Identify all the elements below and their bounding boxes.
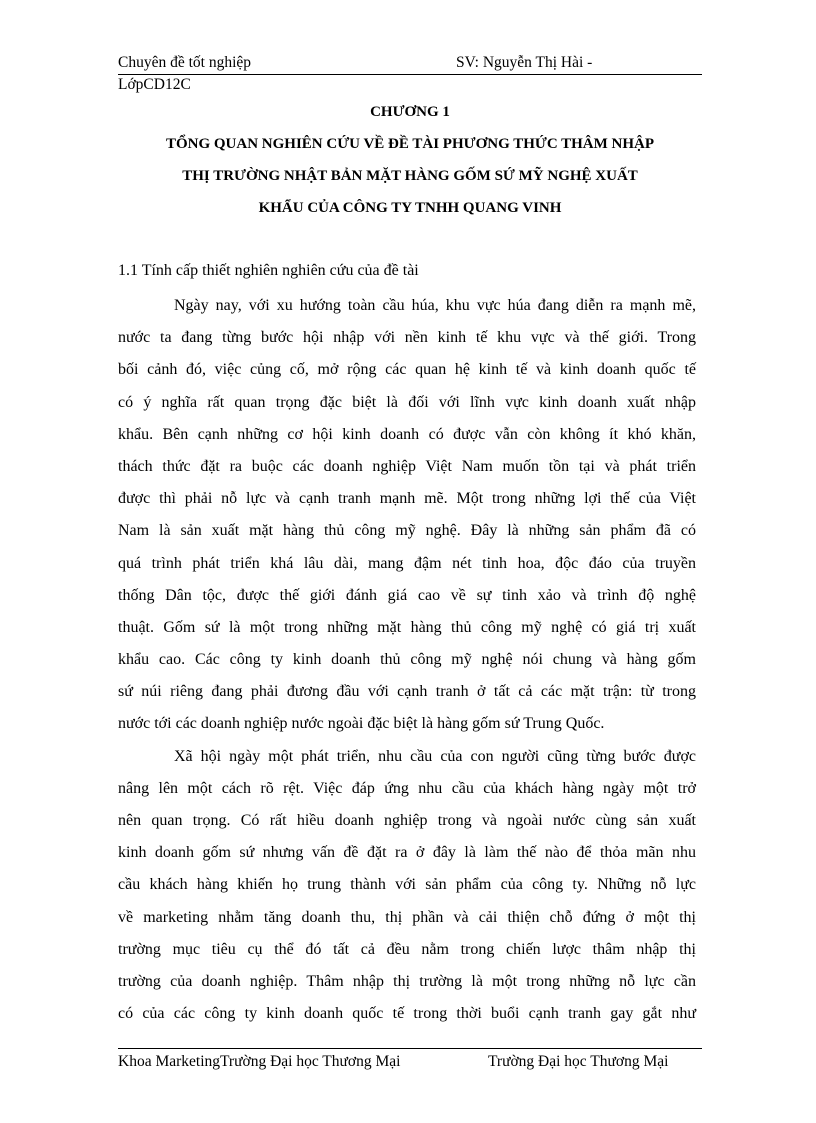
paragraph-line: Ngày nay, với xu hướng toàn cầu húa, khu vực húa đang diễn ra mạnh mẽ, [174,297,696,314]
body-text [118,290,696,1030]
paragraph-line: thách thức đặt ra buộc các doanh nghiệp Việt Nam muốn tồn tại và phát triển [118,457,696,475]
chapter-label: CHƯƠNG 1 [370,104,450,120]
paragraph-line: kinh doanh gốm sứ nhưng vấn đề đặt ra ở đây là làm thế nào để thỏa mãn nhu [118,844,696,862]
paragraph-line: nước tới các doanh nghiệp nước ngoài đặc biệt là hàng gốm sứ Trung Quốc. [118,715,605,733]
paragraph-line: được thì phải nỗ lực và cạnh tranh mạnh mẽ. Một trong những lợi thế của Việt [118,490,696,508]
paragraph-2 [118,741,696,1031]
page-footer [118,1048,702,1075]
paragraph-line: cầu khách hàng khiến họ trung thành với sản phẩm của công ty. Những nỗ lực [118,876,696,894]
header-student-name: SV: Nguyễn Thị Hài - [456,54,593,71]
paragraph-line: thuật. Gốm sứ là một trong những mặt hàng thủ công mỹ nghệ có giá trị xuất [118,618,696,636]
paragraph-line: Xã hội ngày một phát triển, nhu cầu của con người cũng từng bước được [174,747,696,765]
paragraph-line: khẩu. Bên cạnh những cơ hội kinh doanh có được vẫn còn không ít khó khăn, [118,425,696,443]
paragraph-line: trường mục tiêu cụ thể đó tất cả đều nằm trong chiến lược thâm nhập thị [118,940,696,958]
section-heading: 1.1 Tính cấp thiết nghiên nghiên cứu của đề tài [118,262,419,279]
paragraph-line: có của các công ty kinh doanh quốc tế trong thời buổi cạnh tranh gay gắt như [118,1005,696,1023]
paragraph-line: về marketing nhằm tăng doanh thu, thị phần và cải thiện chỗ đứng ở một thị [118,908,696,926]
paragraph-line: có ý nghĩa rất quan trọng đặc biệt là đối với lĩnh vực kinh doanh xuất nhập [118,393,696,411]
paragraph-1 [118,290,696,741]
page-header [118,52,702,75]
header-document-type: Chuyên đề tốt nghiệp [118,54,252,71]
paragraph-line: trường của doanh nghiệp. Thâm nhập thị trường là một trong những nỗ lực cần [118,972,696,990]
chapter-title-line-2: THỊ TRƯỜNG NHẬT BẢN MẶT HÀNG GỐM SỨ MỸ NGHỆ XUẤT [182,168,638,184]
paragraph-line: sứ núi riêng đang phải đương đầu với cạnh tranh ở tất cả các mặt trận: từ trong [118,683,696,701]
paragraph-line: khẩu cao. Các công ty kinh doanh thủ công mỹ nghệ nói chung và hàng gốm [118,651,696,669]
paragraph-line: nên quan trọng. Có rất hiều doanh nghiệp trong và ngoài nước cùng sản xuất [118,812,696,829]
paragraph-line: nâng lên một cách rõ rệt. Việc đáp ứng nhu cầu của khách hàng ngày một trở [118,779,696,797]
paragraph-line: nước ta đang từng bước hội nhập với nền kinh tế khu vực và thế giới. Trong [118,329,696,347]
paragraph-line: bối cảnh đó, việc củng cố, mở rộng các quan hệ kinh tế và kinh doanh quốc tế [118,361,696,379]
footer-faculty: Khoa MarketingTrường Đại học Thương Mại [118,1053,401,1070]
chapter-title-line-1: TỔNG QUAN NGHIÊN CỨU VỀ ĐỀ TÀI PHƯƠNG THỨC THÂM NHẬP [165,136,655,152]
paragraph-line: Nam là sản xuất mặt hàng thủ công mỹ nghệ. Đây là những sản phẩm đã có [118,522,696,540]
header-class-code: LớpCD12C [118,76,191,93]
paragraph-line: quá trình phát triển khá lâu dài, mang đậm nét tinh hoa, độc đáo của truyền [118,554,696,572]
chapter-title-line-3: KHẨU CỦA CÔNG TY TNHH QUANG VINH [258,200,562,216]
paragraph-line: thống Dân tộc, được thế giới đánh giá cao về sự tinh xảo và trình độ nghệ [118,586,696,604]
footer-university: Trường Đại học Thương Mại [488,1053,669,1070]
